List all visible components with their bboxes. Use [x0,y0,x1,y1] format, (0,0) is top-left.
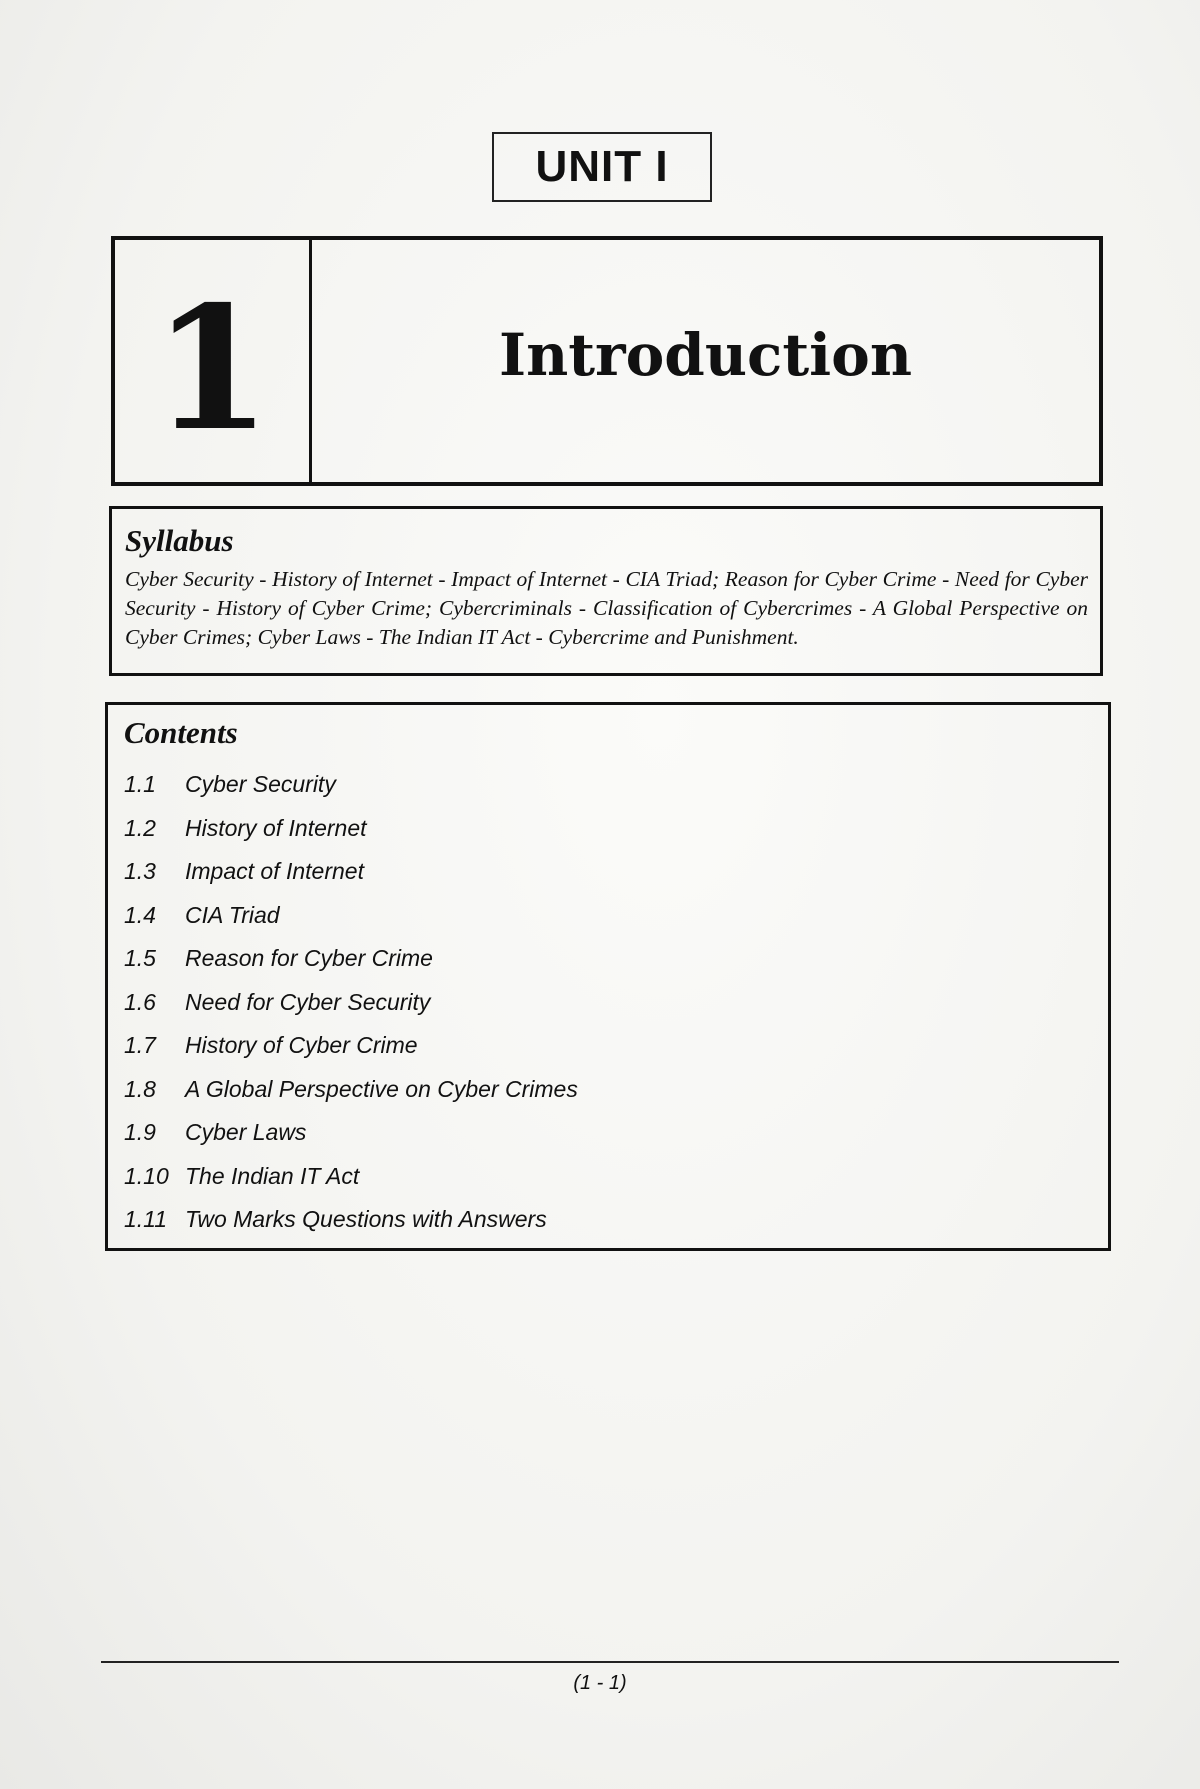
contents-item-number: 1.8 [124,1075,156,1102]
contents-item-number: 1.2 [124,814,156,841]
contents-heading: Contents [124,715,238,750]
contents-box [105,702,1111,1251]
unit-label: UNIT I [492,132,712,202]
contents-item-number: 1.5 [124,945,156,972]
contents-item-number: 1.9 [124,1119,156,1146]
contents-item-number: 1.3 [124,858,156,885]
contents-item [124,894,1092,938]
contents-item-title: Two Marks Questions with Answers [185,1206,547,1233]
contents-item [124,807,1092,851]
contents-item-title: History of Cyber Crime [185,1032,418,1059]
contents-item-number: 1.7 [124,1032,156,1059]
contents-item-title: A Global Perspective on Cyber Crimes [185,1075,578,1102]
contents-item-title: Reason for Cyber Crime [185,945,433,972]
contents-item [124,763,1092,807]
contents-item [124,850,1092,894]
contents-item-title: Need for Cyber Security [185,988,431,1015]
contents-item [124,981,1092,1025]
contents-item [124,937,1092,981]
syllabus-box [109,506,1103,676]
contents-item-number: 1.4 [124,901,156,928]
contents-item-number: 1.1 [124,771,156,798]
contents-item-title: History of Internet [185,814,367,841]
footer-divider [101,1661,1119,1663]
contents-item [124,1068,1092,1112]
contents-item [124,1111,1092,1155]
contents-item [124,1198,1092,1242]
contents-item-title: Cyber Security [185,771,336,798]
syllabus-text: Cyber Security - History of Internet - Impact of Internet - CIA Triad; Reason for Cyber Crime - Need for Cyber Security - History of Cyber Crime; Cybercriminals - Classification of Cybercrimes - A Global Perspective on Cyber Crimes; Cyber Laws - The Indian IT Act - Cybercrime and Punishment. [125,567,1088,649]
contents-item-title: The Indian IT Act [185,1162,360,1189]
syllabus-heading: Syllabus [125,523,234,558]
chapter-title: Introduction [498,321,913,389]
page-number: (1 - 1) [573,1672,627,1694]
contents-item-number: 1.10 [124,1162,169,1189]
chapter-number: 1 [115,240,312,482]
contents-item-number: 1.6 [124,988,156,1015]
contents-item [124,1155,1092,1199]
contents-item-title: Impact of Internet [185,858,364,885]
chapter-header [111,236,1103,486]
contents-list [124,763,1092,1242]
contents-item-title: Cyber Laws [185,1119,307,1146]
contents-item-number: 1.11 [124,1206,168,1233]
contents-item [124,1024,1092,1068]
contents-item-title: CIA Triad [185,901,280,928]
